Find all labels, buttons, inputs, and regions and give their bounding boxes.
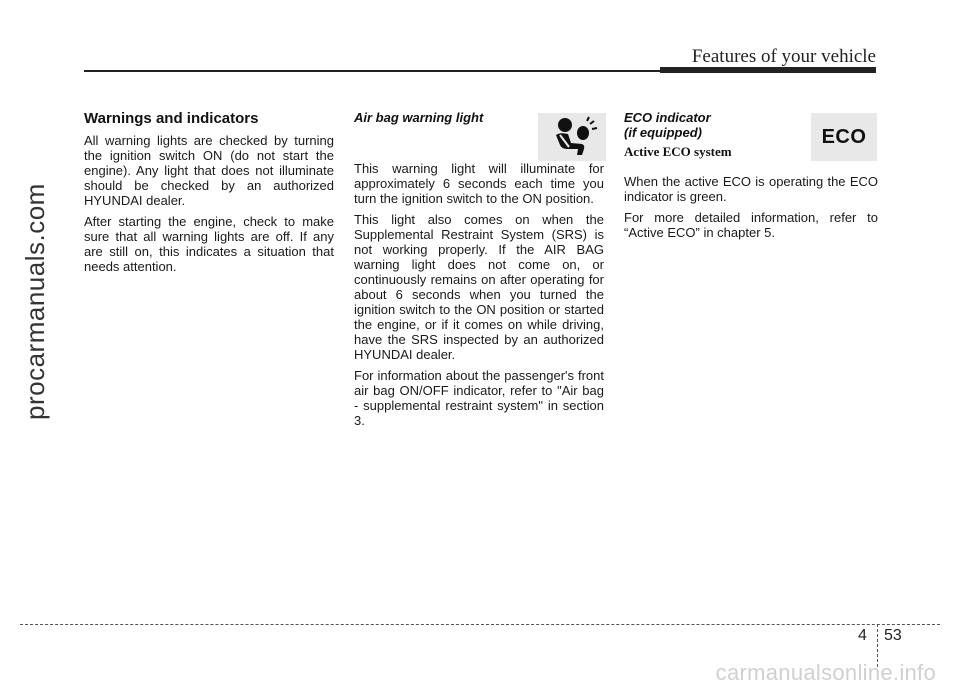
- footer-rule: [20, 624, 940, 625]
- header-rule-accent: [660, 67, 876, 73]
- bottom-watermark: carmanualsonline.info: [715, 660, 936, 685]
- paragraph: All warning lights are checked by turning the ignition switch ON (do not start the engine). Any light that does not illuminate should be checked by an authorized HYUNDAI dealer.: [84, 133, 334, 208]
- eco-indicator-icon: ECO: [811, 113, 877, 161]
- column-airbag: [354, 110, 604, 434]
- page-number: 53: [884, 627, 902, 644]
- column-warnings: [84, 110, 334, 280]
- heading-line: (if equipped): [624, 125, 702, 140]
- paragraph: For information about the passenger's front air bag ON/OFF indicator, refer to "Air bag - supplemental restraint system" in section 3.: [354, 368, 604, 428]
- paragraph: This light also comes on when the Supplemental Restraint System (SRS) is not working properly. If the AIR BAG warning light does not come on, or continuously remains on after operating for about 6 seconds when you turned the ignition switch to the ON position or started the engine, or if it comes on while driving, have the SRS inspected by an authorized HYUNDAI dealer.: [354, 212, 604, 362]
- chapter-number: 4: [858, 627, 867, 644]
- paragraph: This warning light will illuminate for approximately 6 seconds each time you turn the ignition switch to the ON position.: [354, 161, 604, 206]
- section-heading: Air bag warning light: [354, 110, 484, 125]
- page-header-title: Features of your vehicle: [691, 46, 876, 67]
- section-heading: Warnings and indicators: [84, 110, 259, 127]
- paragraph: After starting the engine, check to make sure that all warning lights are off. If any are still on, this indicates a situation that needs attention.: [84, 214, 334, 274]
- heading-line: ECO indicator: [624, 110, 711, 125]
- section-heading: [624, 110, 878, 140]
- column-eco: [624, 110, 878, 246]
- side-watermark: procarmanuals.com: [20, 183, 50, 420]
- paragraph: For more detailed information, refer to “Active ECO” in chapter 5.: [624, 210, 878, 240]
- subheading: Active ECO system: [624, 144, 732, 159]
- paragraph: When the active ECO is operating the ECO indicator is green.: [624, 174, 878, 204]
- header-rule: [84, 70, 660, 72]
